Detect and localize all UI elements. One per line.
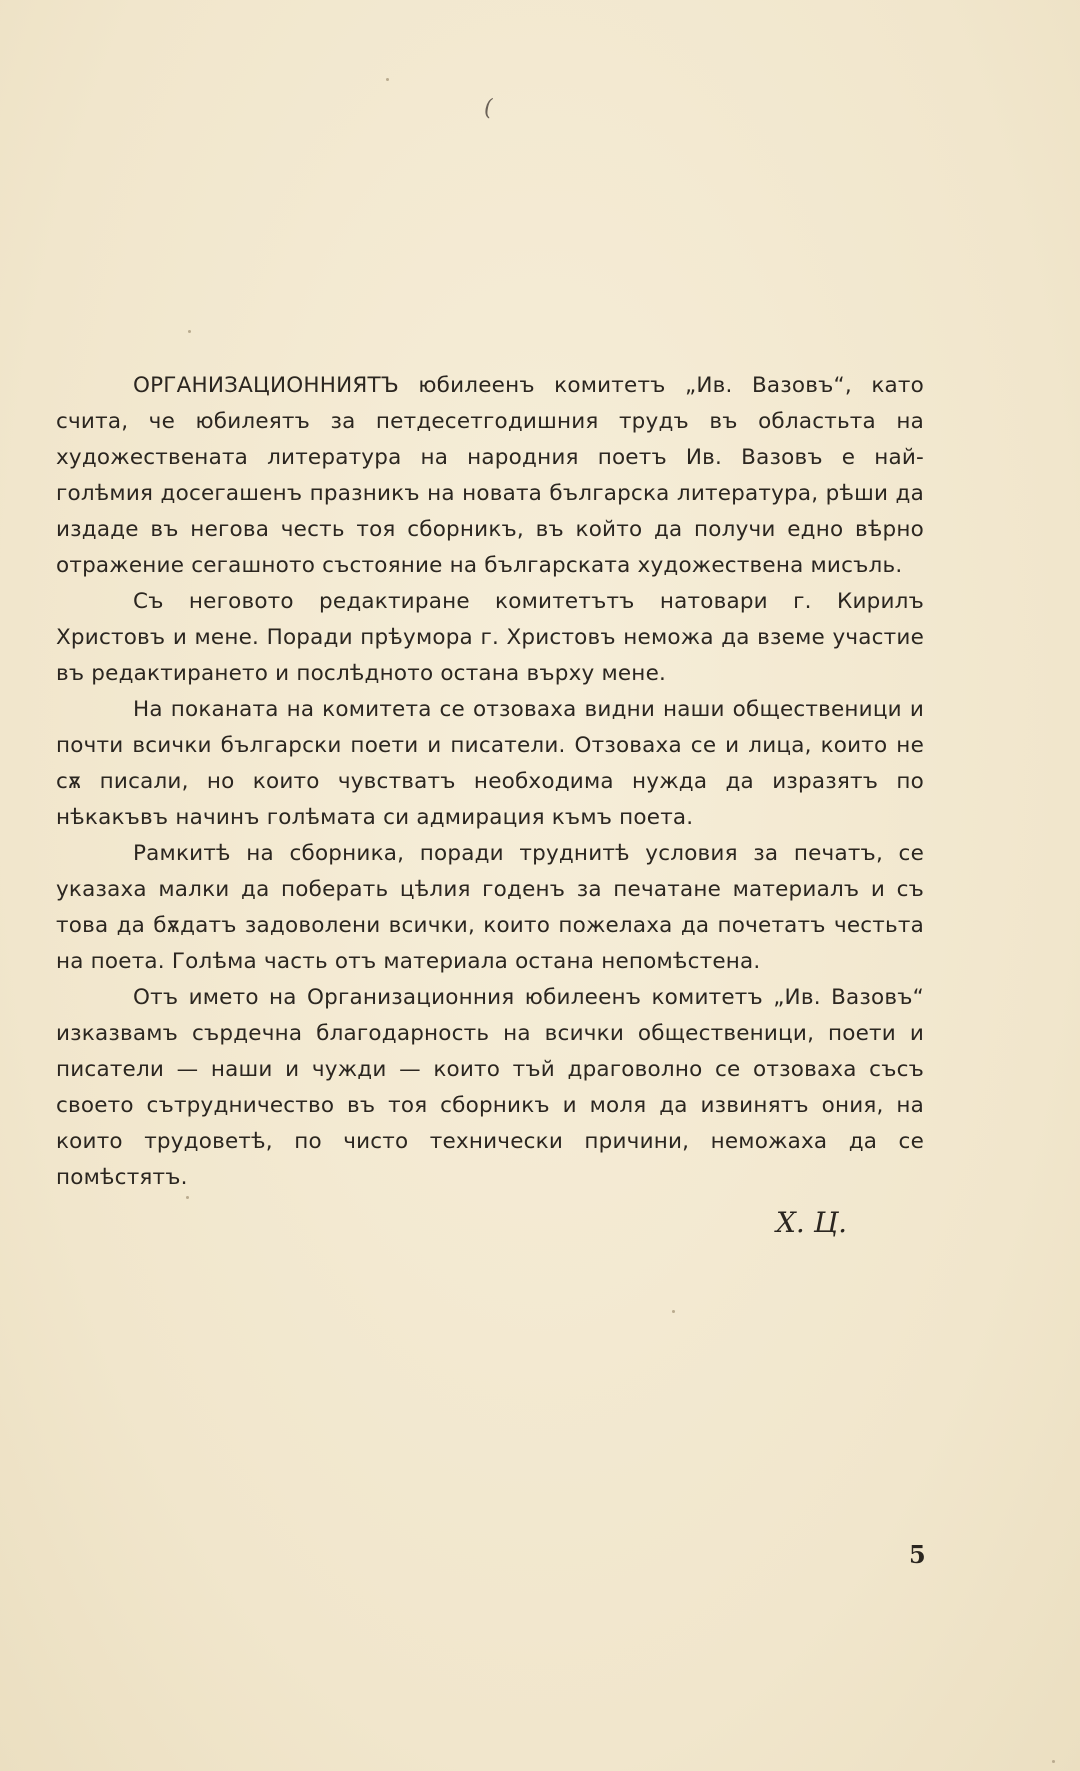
paragraph-1: ОРГАНИЗАЦИОННИЯТЪ юбилеенъ комитетъ „Ив. Вазовъ“, като счита, че юбилеятъ за петдесетгодишния трудъ въ областьта на художествената литература на народния поетъ Ив. Вазовъ е най-голѣмия досегашенъ празникъ на новата българска литература, рѣши да издаде въ негова честь тоя сборникъ, въ който да получи едно вѣрно отражение сегашното състояние на българската художествена мисъль. bbox=[56, 373, 924, 578]
pencil-mark: ( bbox=[484, 96, 493, 121]
paper-speck bbox=[188, 330, 191, 333]
preface-text bbox=[56, 368, 924, 1196]
paper-speck bbox=[186, 1196, 189, 1199]
paper-speck bbox=[386, 78, 389, 81]
paragraph-3: На поканата на комитета се отзоваха видни наши общественици и почти всички български поети и писатели. Отзоваха се и лица, които не сѫ писали, но които чувстватъ необходима нужда да изразятъ по нѣкакъвъ начинъ голѣмата си адмирация къмъ поета. bbox=[56, 697, 924, 830]
signature: Х. Ц. bbox=[776, 1206, 848, 1239]
paragraph-4: Рамкитѣ на сборника, поради труднитѣ условия за печатъ, се указаха малки да поберать цѣлия годенъ за печатане материалъ и съ това да бѫдатъ задоволени всички, които пожелаха да почетатъ честьта на поета. Голѣма часть отъ материала остана непомѣстена. bbox=[56, 841, 924, 974]
paragraph-2: Съ неговото редактиране комитетътъ натовари г. Кирилъ Христовъ и мене. Поради прѣумора г. Христовъ неможа да вземе участие въ редактирането и послѣдното остана върху мене. bbox=[56, 589, 924, 686]
page-number: 5 bbox=[909, 1540, 926, 1569]
paper-speck bbox=[672, 1310, 675, 1313]
paper-speck bbox=[1052, 1760, 1055, 1763]
paragraph-5: Отъ името на Организационния юбилеенъ комитетъ „Ив. Вазовъ“ изказвамъ сърдечна благодарность на всички общественици, поети и писатели — наши и чужди — които тъй драговолно се отзоваха съсъ своето сътрудничество въ тоя сборникъ и моля да извинятъ ония, на които трудоветѣ, по чисто технически причини, неможаха да се помѣстятъ. bbox=[56, 985, 924, 1190]
